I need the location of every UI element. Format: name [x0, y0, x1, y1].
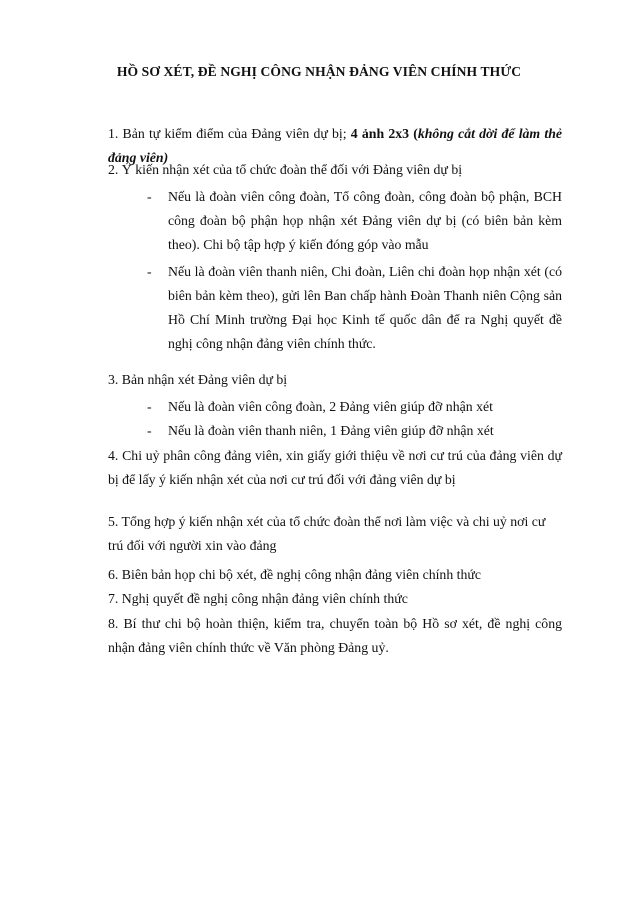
- item-2-sub-1: [108, 185, 562, 257]
- item-2-sub-2: [108, 260, 562, 356]
- bullet-dash: -: [147, 189, 152, 204]
- list-item-2: [108, 158, 562, 356]
- item-1-bold: 4 ảnh 2x3 (: [350, 126, 418, 141]
- document-title: HỒ SƠ XÉT, ĐỀ NGHỊ CÔNG NHẬN ĐẢNG VIÊN CHÍNH THỨC: [116, 64, 522, 79]
- item-1-italic: không cắt dời để làm thẻ đảng viên): [108, 126, 562, 165]
- item-3-sub-1-text: Nếu là đoàn viên công đoàn, 2 Đảng viên giúp đỡ nhận xét: [168, 399, 493, 414]
- list-item-5: [108, 510, 562, 558]
- bullet-dash: -: [147, 423, 152, 438]
- bullet-dash: -: [147, 264, 152, 279]
- item-3-heading: 3. Bản nhận xét Đảng viên dự bị: [108, 372, 288, 387]
- bullet-dash: -: [147, 399, 152, 414]
- list-item-8: [108, 612, 562, 660]
- item-1-prefix: 1. Bản tự kiểm điểm của Đảng viên dự bị;: [108, 126, 351, 141]
- item-2-sub-1-text: Nếu là đoàn viên công đoàn, Tổ công đoàn, công đoàn bộ phận, BCH công đoàn bộ phận họp nhận xét Đảng viên dự bị (có biên bản kèm theo). Chi bộ tập hợp ý kiến đóng góp vào mẫu: [168, 189, 562, 252]
- list-item-3: [108, 368, 562, 443]
- item-8-text: 8. Bí thư chi bộ hoàn thiện, kiểm tra, chuyển toàn bộ Hồ sơ xét, đề nghị công nhận đảng viên chính thức về Văn phòng Đảng uỷ.: [108, 616, 562, 655]
- item-5-text: 5. Tổng hợp ý kiến nhận xét của tổ chức đoàn thể nơi làm việc và chi uỷ nơi cư trú đối với người xin vào đảng: [108, 514, 546, 553]
- item-4-text: 4. Chi uỷ phân công đảng viên, xin giấy giới thiệu về nơi cư trú của đảng viên dự bị để lấy ý kiến nhận xét của nơi cư trú đối với đảng viên dự bị: [108, 448, 562, 487]
- list-item-4: [108, 444, 562, 492]
- item-3-sub-2-text: Nếu là đoàn viên thanh niên, 1 Đảng viên giúp đỡ nhận xét: [168, 423, 494, 438]
- item-2-sub-2-text: Nếu là đoàn viên thanh niên, Chi đoàn, Liên chi đoàn họp nhận xét (có biên bản kèm theo), gửi lên Ban chấp hành Đoàn Thanh niên Cộng sản Hồ Chí Minh trường Đại học Kinh tế quốc dân để ra Nghị quyết đề nghị công nhận đảng viên chính thức.: [168, 264, 562, 351]
- list-item-7: [108, 587, 562, 611]
- item-2-heading: 2. Ý kiến nhận xét của tổ chức đoàn thể đối với Đảng viên dự bị: [108, 162, 463, 177]
- item-3-sub-2: [108, 419, 562, 443]
- item-7-text: 7. Nghị quyết đề nghị công nhận đảng viên chính thức: [108, 591, 408, 606]
- item-6-text: 6. Biên bản họp chi bộ xét, đề nghị công nhận đảng viên chính thức: [108, 567, 482, 582]
- list-item-6: [108, 563, 562, 587]
- item-3-sub-1: [108, 395, 562, 419]
